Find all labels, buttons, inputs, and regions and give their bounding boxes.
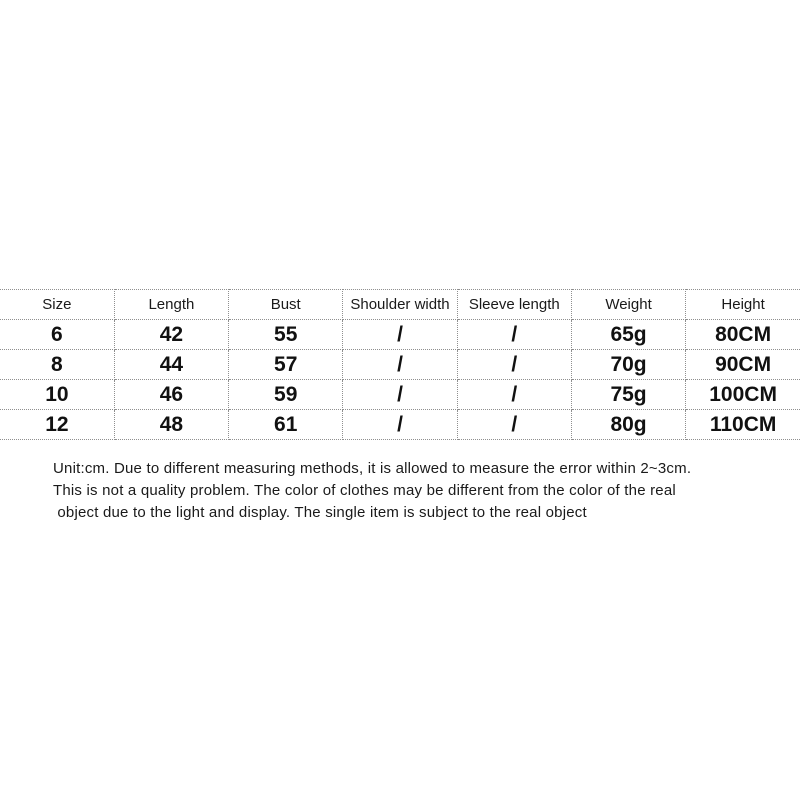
cell-height: 100CM [686, 380, 800, 410]
col-header-size: Size [0, 290, 114, 320]
cell-shoulder-width: / [343, 380, 457, 410]
cell-length: 44 [114, 350, 228, 380]
col-header-shoulder-width: Shoulder width [343, 290, 457, 320]
header-row [0, 290, 800, 320]
cell-height: 90CM [686, 350, 800, 380]
cell-sleeve-length: / [457, 410, 571, 440]
col-header-weight: Weight [571, 290, 685, 320]
cell-shoulder-width: / [343, 350, 457, 380]
table-row [0, 410, 800, 440]
cell-sleeve-length: / [457, 320, 571, 350]
note-line-2: This is not a quality problem. The color of clothes may be different from the color of the real [53, 482, 676, 499]
cell-bust: 59 [229, 380, 343, 410]
cell-sleeve-length: / [457, 350, 571, 380]
table-row [0, 380, 800, 410]
table-row [0, 350, 800, 380]
table-row [0, 320, 800, 350]
col-header-height: Height [686, 290, 800, 320]
cell-sleeve-length: / [457, 380, 571, 410]
cell-shoulder-width: / [343, 320, 457, 350]
cell-weight: 70g [571, 350, 685, 380]
note-line-3: object due to the light and display. The single item is subject to the real object [53, 504, 587, 521]
cell-length: 42 [114, 320, 228, 350]
cell-weight: 75g [571, 380, 685, 410]
cell-length: 48 [114, 410, 228, 440]
note-line-1: Unit:cm. Due to different measuring methods, it is allowed to measure the error within 2~3cm. [53, 460, 692, 477]
col-header-length: Length [114, 290, 228, 320]
cell-bust: 55 [229, 320, 343, 350]
cell-shoulder-width: / [343, 410, 457, 440]
measurement-note [53, 458, 783, 524]
col-header-bust: Bust [229, 290, 343, 320]
cell-weight: 80g [571, 410, 685, 440]
cell-size: 10 [0, 380, 114, 410]
cell-bust: 61 [229, 410, 343, 440]
size-chart-table [0, 289, 800, 440]
cell-size: 12 [0, 410, 114, 440]
cell-height: 80CM [686, 320, 800, 350]
cell-bust: 57 [229, 350, 343, 380]
cell-height: 110CM [686, 410, 800, 440]
col-header-sleeve-length: Sleeve length [457, 290, 571, 320]
cell-weight: 65g [571, 320, 685, 350]
cell-length: 46 [114, 380, 228, 410]
cell-size: 8 [0, 350, 114, 380]
cell-size: 6 [0, 320, 114, 350]
